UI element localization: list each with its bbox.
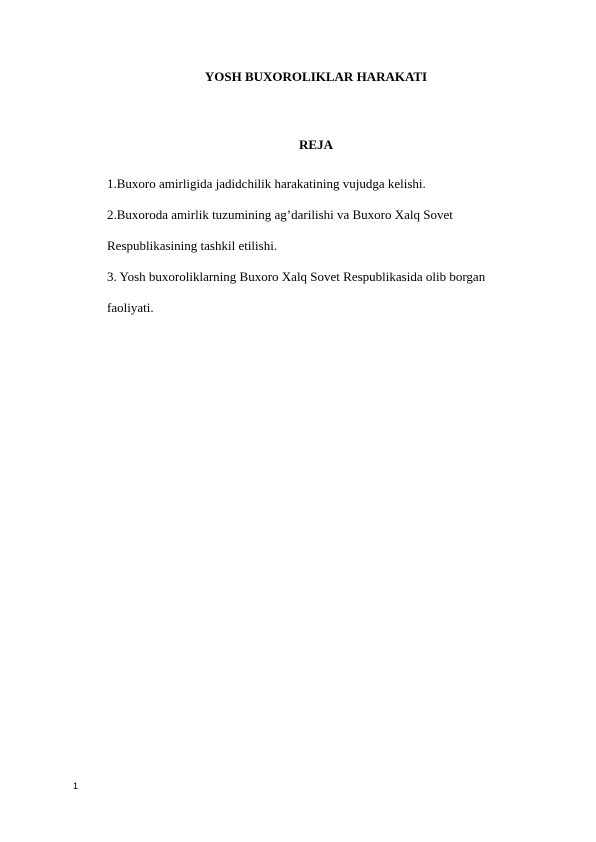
- plan-item-3-line-1: 3. Yosh buxoroliklarning Buxoro Xalq Sovet Respublikasida olib borgan: [107, 269, 486, 284]
- plan-item-3-line-2: faoliyati.: [107, 300, 154, 315]
- plan-item-2-line-2: Respublikasining tashkil etilishi.: [107, 238, 278, 253]
- document-title: YOSH BUXOROLIKLAR HARAKATI: [204, 69, 428, 84]
- plan-list: [107, 168, 527, 323]
- plan-heading: REJA: [299, 137, 333, 152]
- plan-item-1: 1.Buxoro amirligida jadidchilik harakatining vujudga kelishi.: [107, 176, 426, 191]
- page-number: 1: [73, 781, 79, 791]
- plan-item-2-line-1: 2.Buxoroda amirlik tuzumining ag’darilishi va Buxoro Xalq Sovet: [107, 207, 453, 222]
